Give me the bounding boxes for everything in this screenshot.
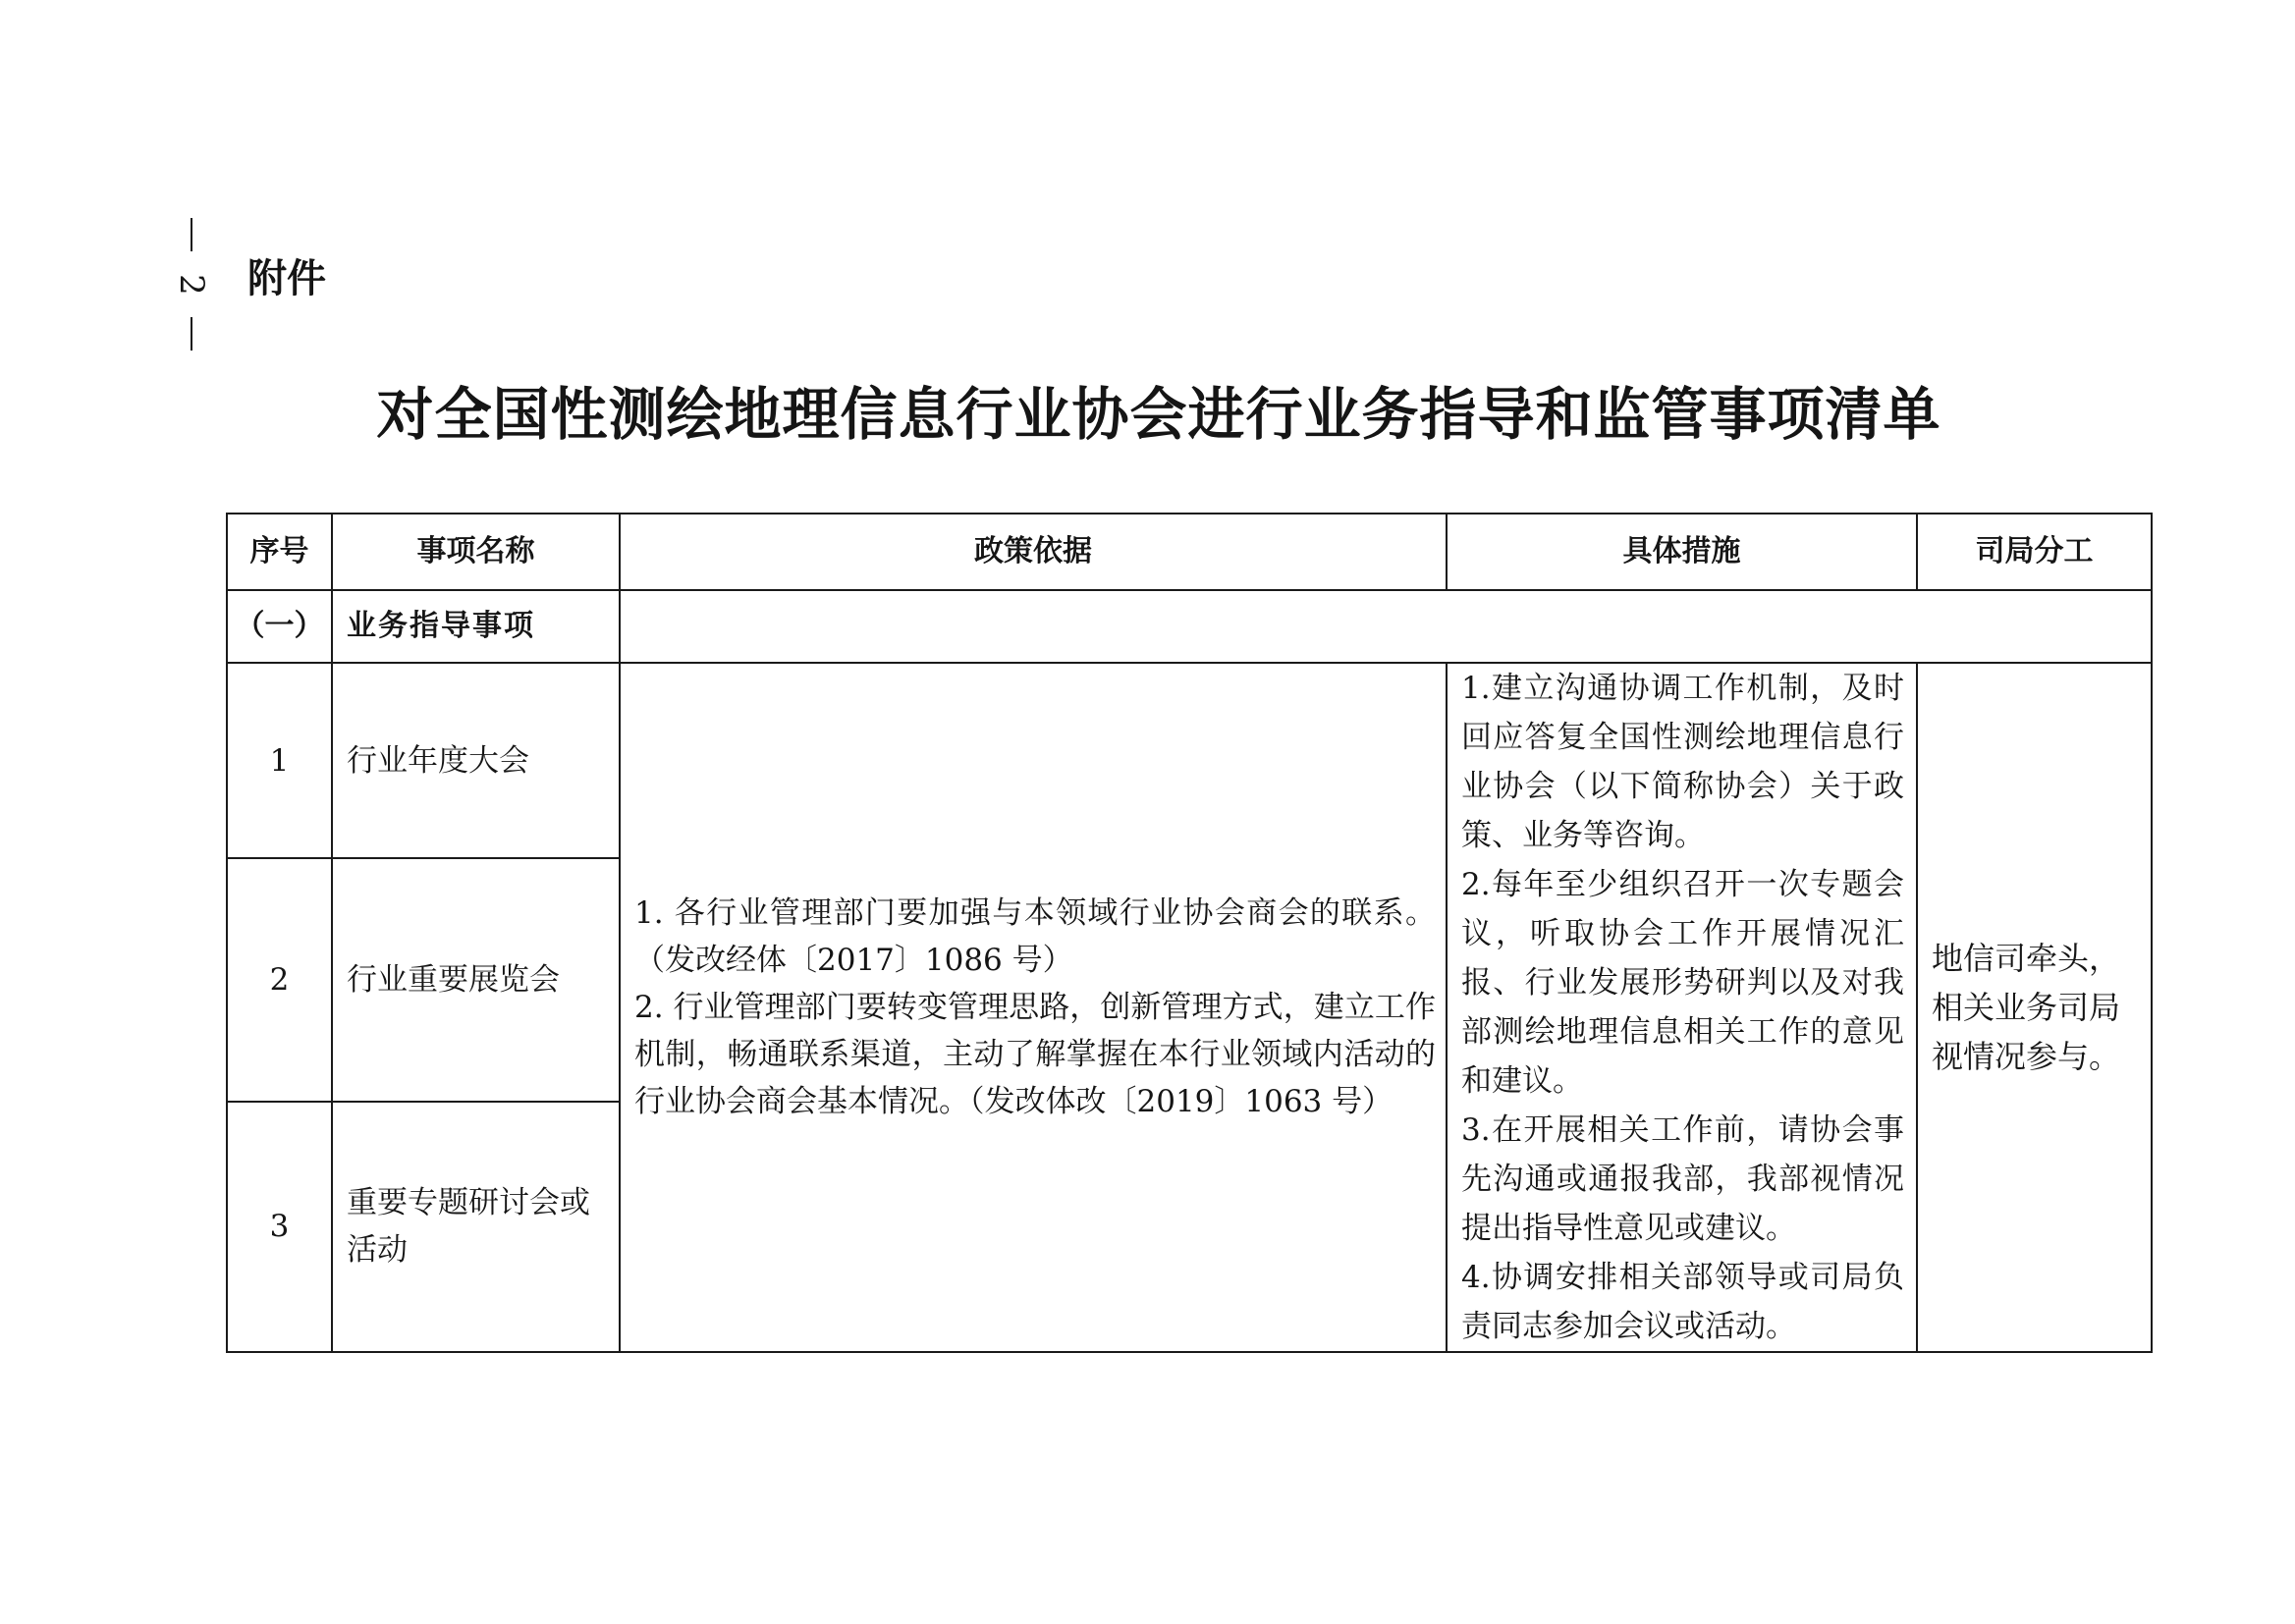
section-title: 业务指导事项: [332, 590, 620, 663]
attachment-label: 附件: [247, 256, 326, 301]
table-row: [227, 663, 2152, 858]
row-item-name: 行业重要展览会: [332, 858, 620, 1101]
header-serial: 序号: [227, 514, 332, 590]
matters-table: [226, 513, 2153, 1353]
measure-item: 1.建立沟通协调工作机制，及时回应答复全国性测绘地理信息行业协会（以下简称协会）关于政策、业务等咨询。: [1461, 671, 1904, 853]
section-row: [227, 590, 2152, 663]
row-number: 3: [227, 1102, 332, 1352]
row-number: 2: [227, 858, 332, 1101]
header-division: 司局分工: [1917, 514, 2152, 590]
policy-basis-item: 1. 各行业管理部门要加强与本领域行业协会商会的联系。（发改经体〔2017〕1086 号）: [634, 895, 1436, 978]
division-cell: 地信司牵头，相关业务司局视情况参与。: [1917, 663, 2152, 1352]
policy-basis-item: 2. 行业管理部门要转变管理思路，创新管理方式，建立工作机制，畅通联系渠道，主动了解掌握在本行业领域内活动的行业协会商会基本情况。（发改体改〔2019〕1063 号）: [634, 990, 1436, 1119]
row-item-name: 行业年度大会: [332, 663, 620, 858]
measure-item: 2.每年至少组织召开一次专题会议，听取协会工作开展情况汇报、行业发展形势研判以及对我部测绘地理信息相关工作的意见和建议。: [1461, 867, 1904, 1099]
section-empty-cell: [620, 590, 2152, 663]
header-measures: 具体措施: [1447, 514, 1917, 590]
header-policy-basis: 政策依据: [620, 514, 1447, 590]
document-title: 对全国性测绘地理信息行业协会进行业务指导和监管事项清单: [376, 381, 1941, 448]
section-number: （一）: [227, 590, 332, 663]
page-number: 2: [172, 274, 211, 296]
page-number-dash-top: [191, 218, 192, 251]
measure-item: 3.在开展相关工作前，请协会事先沟通或通报我部，我部视情况提出指导性意见或建议。: [1461, 1112, 1904, 1246]
row-item-name: 重要专题研讨会或活动: [332, 1102, 620, 1352]
page-number-dash-bottom: [191, 317, 192, 351]
table-header-row: [227, 514, 2152, 590]
measures-cell: [1447, 663, 1917, 1352]
row-number: 1: [227, 663, 332, 858]
policy-basis-cell: [620, 663, 1447, 1352]
measure-item: 4.协调安排相关部领导或司局负责同志参加会议或活动。: [1461, 1260, 1904, 1344]
header-item-name: 事项名称: [332, 514, 620, 590]
page-number-marker: [167, 218, 216, 351]
